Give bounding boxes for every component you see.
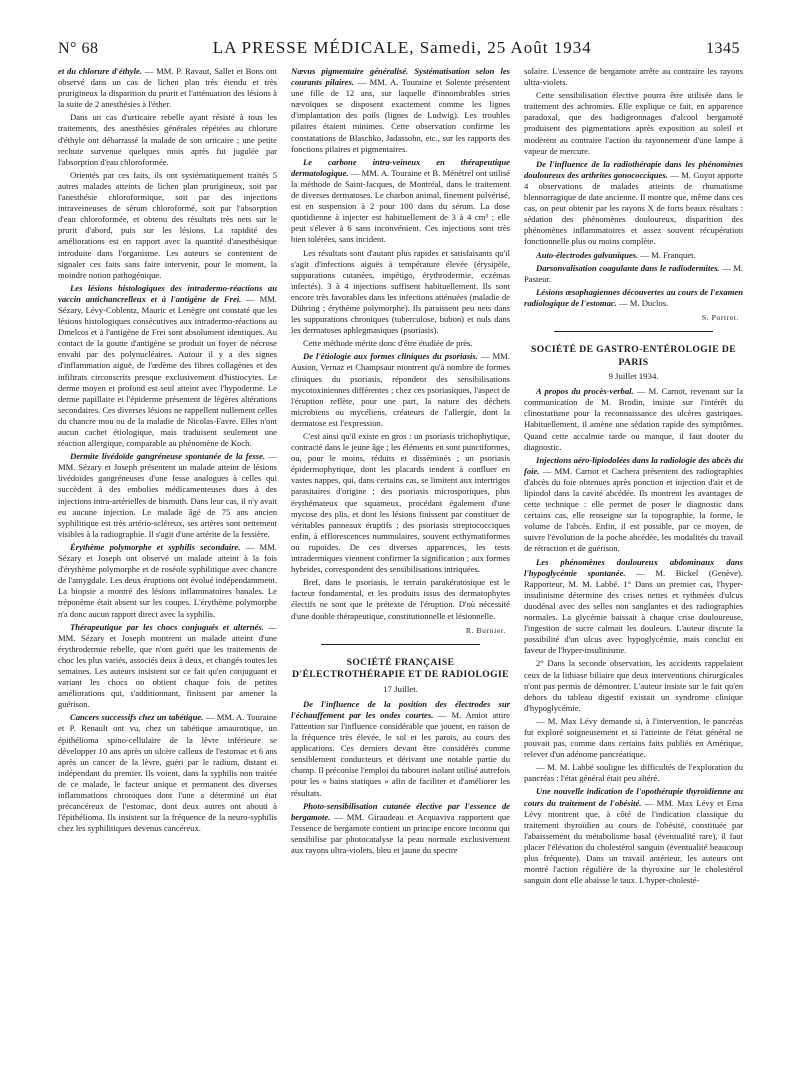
paragraph: 2° Dans la seconde observation, les accidents rappelaient ceux de la lithiase biliaire que deux interventions chirurgicales n'ont pas permis de démontrer. L'auteur insiste sur le fait qu'en dehors du tableau digestif existait un syndrome clinique d'hypoglycémie. (524, 658, 743, 713)
paragraph: Bref, dans le psoriasis, le terrain parakératosique est le facteur fondamental, et les produits issus des dermatophytes électifs ne sont que le prétexte de l'éruption. D'où nécessité d'une double thérapeutique, constitutionnelle et lésionnelle. (291, 577, 510, 621)
section-heading: De l'étiologie aux formes cliniques du psoriasis. (303, 351, 478, 362)
paragraph-text: — MM. P. Ravaut, Sallet et Bons ont observé dans un cas de lichen plan très étendu et très prurigineux la disparition du prurit et l'atténuation des lésions à la suite de 2 anesthésies à l'éther. (58, 66, 277, 110)
paragraph (524, 455, 743, 555)
session-date: 9 Juillet 1934. (608, 371, 659, 382)
section-heading: Nævus pigmentaire généralisé. Systématisation selon les courants pilaires. (291, 66, 510, 88)
paragraph (524, 159, 743, 248)
paragraph: — M. Max Lévy demande si, à l'intervention, le pancréas fut exploré soigneusement et si l'atteinte de l'état général ne pouvait pas, comme dans certains faits publiés en Amérique, relever d'un adénome pancréatique. (524, 715, 743, 760)
section-heading: De l'influence de la radiothérapie dans les phénomènes douloureux des arthrites gonococciques. (524, 158, 743, 180)
paragraph (524, 287, 743, 309)
section-heading: De l'influence de la position des électrodes sur l'échauffement par les ondes courtes. (291, 698, 510, 720)
section-heading: Les lésions histologiques des intradermo-réactions au vaccin antichancrelleux et à l'antigène de Frei. (58, 282, 277, 304)
author-signature: R. Burnier. (465, 625, 506, 635)
paragraph (58, 66, 277, 110)
section-heading: Les phénomènes douloureux abdominaux dans l'hypoglycémie spontanée. (524, 556, 743, 578)
paragraph: Cette méthode mérite donc d'être étudiée de près. (303, 338, 473, 349)
paragraph: solaire. L'essence de bergamote arrête au contraire les rayons ultra-violets. (524, 66, 743, 88)
paragraph (58, 451, 277, 540)
column-2 (291, 66, 510, 1066)
paragraph: Dans un cas d'urticaire rebelle ayant résisté à tous les traitements, des anesthésies générales répétées au chlorure d'éthyle ont débarrassé la malade de son urticaire ; une petite rechute survenue quelques mois après fut jugulée par l'absorption d'eau chloroformée. (58, 112, 277, 167)
section-heading: Lésions œsophagiennes découvertes au cours de l'examen radiologique de l'estomac. (524, 286, 743, 308)
paragraph: Orientés par ces faits, ils ont systématiquement traités 5 autres malades atteints de lichen plan prurigineux, soit par l'anesthésie chloroformique, soit par des injections intraveineuses de sérum chloroformé, soit par l'absorption d'eau chloroformée, et obtenu des résultats très nets sur le prurit d'abord, puis sur les lésions. La rapidité des améliorations est en rapport avec la quantité d'anesthésique introduite dans l'organisme. Les auteurs se contentent de signaler ces faits sans faire intervenir, pour le moment, la moindre notion pathogénique. (58, 169, 277, 280)
section-heading: Une nouvelle indication de l'opothérapie thyroïdienne au cours du traitement de l'obésité. (524, 786, 743, 808)
paragraph: C'est ainsi qu'il existe en gros : un psoriasis trichophytique, contracté dans le jeune âge ; les éléments en sont punctiformes, ou, pour le moins, réduits et disséminés ; un psoriasis épidermophytique, dont les placards tendent à confluer en vastes nappes, qui, dans certains cas, se limitent aux intertrigos parasitaires d'origine ; des psoriasis microsporiques, plus érythémateux que squameux, procédant également d'une mycose des plis, et dont les lésions finissent par constituer de véritables panneaux éruptifs ; des psoriasis streptococciques enfin, à efflorescences nummulaires, souvent ecthymatiformes ou rupoïdes. De ces diverses apparences, les tests intradermiques viennent confirmer la signification ; aux formes hybrides, correspondent des sensibilisations intriquées. (291, 431, 510, 575)
paragraph-text: — M. Pasteur. (524, 262, 743, 284)
section-heading: Cancers successifs chez un tabétique. (70, 712, 204, 723)
paragraph (291, 351, 510, 429)
paragraph-text: — MM. Max Lévy et Erna Lévy montrent que, à côté de l'indication classique du traitement thyroïdien au cours de l'obésité, constituée par l'abaissement du métabolisme basal (éventualité rare), il faut placer l'élévation du cholestérol sanguin (éventualité beaucoup plus fréquente). Dans un travail antérieur, les auteurs ont montré l'action régulière de la thyroxine sur le cholestérol sanguin dont elle abaisse le taux. L'hyper-cholesté- (524, 797, 743, 886)
paragraph-text: — M. Amiot attire l'attention sur l'influence considérable que jouent, en raison de la fréquence très élevée, le sol et les parois, au cours des applications. Ces derniers devant être considérés comme sensiblement conducteurs et dérivant une notable partie du champ. Il préconise l'emploi du tabouret isolant utilisé autrefois pour les « bains statiques » afin de faciliter et d'améliorer les résultats. (291, 709, 510, 798)
paragraph (58, 542, 277, 620)
paragraph-text: — MM. Carnot et Cachera présentent des radiographies d'abcès du foie obtenues après ponction et injection d'air et de lipiodol dans la cavité abcédée. Ils montrent les avantages de cette technique : elle permet de poser le diagnostic dans certains cas, elle renseigne sur la topographie, la forme, le volume de l'abcès. Enfin, il est possible, par ce moyen, de suivre l'évolution de la poche abcédée, les modalités du travail de rétraction et de guérison. (524, 465, 743, 554)
section-divider (321, 644, 480, 645)
paragraph-text: — M. Franquet. (640, 249, 696, 260)
paragraph (58, 622, 277, 711)
paragraph-text: — MM. Sézary et Joseph présentent un malade atteint de lésions livédoïdes gangréneuses d'une fesse analogues à celles qui succèdent à des embolies médicamenteuses dues à des injections intra-artérielles de bismuth. Dans leur cas, il n'y avait eu aucune injection. Le malade âgé de 75 ans ancien syphilitique est très artério-scléreux, ses artères sont nettement visibles à la radiographie. Il s'agit d'une artérite de la fessière. (58, 451, 277, 539)
section-heading: A propos du procès-verbal. (536, 386, 634, 397)
paragraph-text: — MM. A. Touraine et Solente présentent une fille de 12 ans, sur laquelle d'innombrables stries nævoïques se disposent exactement comme les lignes d'implantation des poils (lignes de Ludwig). Les troubles pilaires étaient minimes. Cette observation confirme les constatations de Blaschko, Jadassohn, etc., sur les rapports des fonctions pilaires et pigmentaires. (291, 77, 510, 154)
column-1 (58, 66, 277, 1066)
page-header (58, 38, 740, 60)
section-divider (554, 331, 713, 332)
paragraph (58, 712, 277, 834)
paragraph (524, 263, 743, 285)
section-heading: Dermite livédoïde gangréneuse spontanée de la fesse. (70, 451, 266, 462)
paragraph (524, 386, 743, 453)
section-heading: Érythème polymorphe et syphilis secondaire. (70, 541, 241, 552)
paragraph-text: — MM. A. Touraine et P. Renault ont vu, chez un tabétique amaurotique, un épithélioma spino-cellulaire de la lèvre inférieure se développer 10 ans après un ulcère calleux de l'estomac et 6 ans après un cancer de la lèvre, guéri par le radium, distant et indépendant du premier. Ils voient, dans la syphilis non traitée de ce malade, le facteur unique et permanent des diverses inflammations chroniques dont l'une a déterminé un état précancéreux de l'estomac, dont deux autres ont abouti à l'épithélioma. Ils insistent sur la fréquence de la neuro-syphilis chez les syphilitiques devenus cancéreux. (58, 712, 277, 834)
paragraph-text: — M. Guyot apporte 4 observations de malades atteints de rhumatisme blennorragique de date ancienne. Il montre que, même dans ces cas, on peut obtenir par les rayons X de forts beaux résultats : sédation des phénomènes douloureux, disparition des phénomènes inflammatoires et assez souvent récupération fonctionnelle plus ou moins complète. (524, 169, 743, 247)
paragraph-text: — MM. Ausion, Vernaz et Champsaur montrent qu'à nombre de formes cliniques du psoriasis, répondent des sensibilisations mycotoxiniennes différentes ; chez ces psoriasiques, l'aspect de l'éruption reflète, pour une part, la nature des déchets microbiens ou mycéliens, créateurs de l'allergie, dont la dermatose est l'expression. (291, 351, 510, 428)
section-heading: Auto-électrodes galvaniques. (536, 249, 639, 260)
paragraph (524, 557, 743, 657)
society-heading: SOCIÉTÉ FRANÇAISE D'ÉLECTROTHÉRAPIE ET DE RADIOLOGIE (292, 656, 509, 681)
paragraph: Les résultats sont d'autant plus rapides et satisfaisants qu'il s'agit d'infections aiguës à température élevée (érysipèle, suppurations cutanées, impétigo, érythrodermie, eczémas infectés). 3 à 4 injections suffisent habituellement. Ils sont encore très favorables dans les infections atténuées (maladie de Dühring ; érythème polymorphe). Ils paraissent peu nets dans les suppurations chroniques (tuberculose, bubon) et nuls dans les dermatoses aphlegmasiques (psoriasis). (291, 247, 510, 336)
paragraph-text: — M. Duclos. (619, 297, 669, 308)
paragraph-text: — MM. Sézary, Lévy-Coblentz, Mauric et Lenègre ont constaté que les lésions histologiques consécutives aux intradermo-réactions au Dmelcos et à l'antigène de Frei sont absolument identiques. Au contact de la goutte d'antigène se produit un foyer de nécrose envahi par des polynucléaires. Autour il y a des signes d'inflammation aiguë, de l'œdème des fibres collagènes et des infiltrats circonscrits presque exclusivement d'histiocytes. Le derme moyen et profond est seul atteint avec l'hypoderme. Le derme papillaire et l'épiderme présentent de légères altérations secondaires. Ces diverses lésions ne rappellent nullement celles du chancre mou ou de la maladie de Nicolas-Favre. Elles n'ont aucun cachet étiologique, mais traduisent seulement une réaction allergique, comparable au phénomène de Koch. (58, 293, 277, 449)
paragraph (524, 786, 743, 886)
paragraph (524, 250, 743, 261)
section-heading: et du chlorure d'éthyle. (58, 66, 142, 76)
section-heading: Thérapeutique par les chocs conjugués et alternés. (70, 621, 264, 632)
author-signature: S. Portret. (701, 312, 739, 322)
session-date: 17 Juillet. (383, 683, 418, 694)
section-heading: Darsonvalisation coagulante dans le radiodermites. (536, 262, 720, 273)
paragraph-text: — MM. Sézary et Joseph ont observé un malade atteint à la fois d'érythème polymorphe et de roséole syphilitique avec chancre de l'amygdale. Les deux éruptions ont évolué indépendamment. La biopsie a montré des lésions inflammatoires banales. Le tréponème était absent sur les coupes. L'érythème polymorphe n'a donc aucun rapport direct avec la syphilis. (58, 541, 277, 619)
society-heading: SOCIÉTÉ DE GASTRO-ENTÉROLOGIE DE PARIS (531, 344, 736, 368)
journal-title: LA PRESSE MÉDICALE, Samedi, 25 Août 1934 (212, 38, 592, 57)
section-heading: Le carbone intra-veineux en thérapeutique dermatologique. (291, 156, 510, 178)
column-3 (524, 66, 743, 1066)
paragraph-text: — MM. A. Touraine et B. Ménétrel ont utilisé la méthode de Saint-Jacques, de Montréal, dans le traitement de diverses dermatoses. Le charbon animal, finement pulvérisé, est en suspension à 2 pour 100 dans du sérum. La dose quotidienne à injecter est habituellement de 3 à 4 cm³ ; elle peut s'élever à 6 sans inconvénient. Ces injections sont très bien tolérées, sans incident. (291, 167, 510, 245)
paragraph-text: — M. Carnot, revenant sur la communication de M. Brodin, insiste sur l'intérêt du clinostatisme pour la reconnaissance des ulcères gastriques. Habituellement, il amène une sédation rapide des symptômes. Quand cette accalmie tarde ou manque, il faut douter du diagnostic. (524, 386, 743, 452)
section-heading: Photo-sensibilisation cutanée élective par l'essence de bergamote. (291, 800, 510, 822)
article-columns (58, 66, 744, 1066)
paragraph-text: — MM. Sézary et Joseph montrent un malade atteint d'une érythrodermie rebelle, que n'ont guéri que les traitements de choc les plus variés, associés deux à deux, et changés toutes les semaines. Les auteurs insistent sur ce fait qu'en conjuguant et variant les chocs on obtient chaque fois de petites améliorations qui, s'additionnant, finissent par amener la guérison. (58, 621, 277, 710)
paragraph (291, 66, 510, 155)
paragraph (291, 157, 510, 246)
paragraph: Cette sensibilisation élective pourra être utilisée dans le traitement des achromies. Elle explique ce fait, en apparence paradoxal, que des badigeonnages d'alcool bergamoté produisent des pigmentations après exposition au soleil et modèrent au contraire l'action du rayonnement d'une lampe à vapeur de mercure. (524, 90, 743, 156)
paragraph-text: — MM. Giraudeau et Acquaviva rapportent que l'essence de bergamote contient un principe encore inconnu qui sensibilise par photocatalyse la peau normale exclusivement aux rayons ultra-violets, bleu et jaune du spectre (291, 811, 510, 855)
issue-number: N° 68 (58, 40, 99, 57)
paragraph (291, 801, 510, 856)
paragraph-text: — M. Bickel (Genève). Rapporteur, M. M. Labbé. 1° Dans un premier cas, l'hyper-insulinisme détermine des crises nettes et rythmées d'ulcus duodénal avec des selles non sanglantes et des radiographies normales. La glycémie baissait à chaque crise douloureuse, l'ingestion de sucre calmait les douleurs. L'auteur discute la possibilité d'un ulcus avec hypoglycémie, mais conclut en faveur de l'hyper-insulinisme. (524, 567, 743, 656)
page-number: 1345 (706, 40, 740, 57)
section-heading: Injections aéro-lipiodolées dans la radiologie des abcès du foie. (524, 454, 743, 476)
paragraph: — M. M. Labbé souligne les difficultés de l'exploration du pancréas : l'état général était peu altéré. (524, 762, 743, 784)
paragraph (58, 283, 277, 449)
paragraph (291, 699, 510, 799)
